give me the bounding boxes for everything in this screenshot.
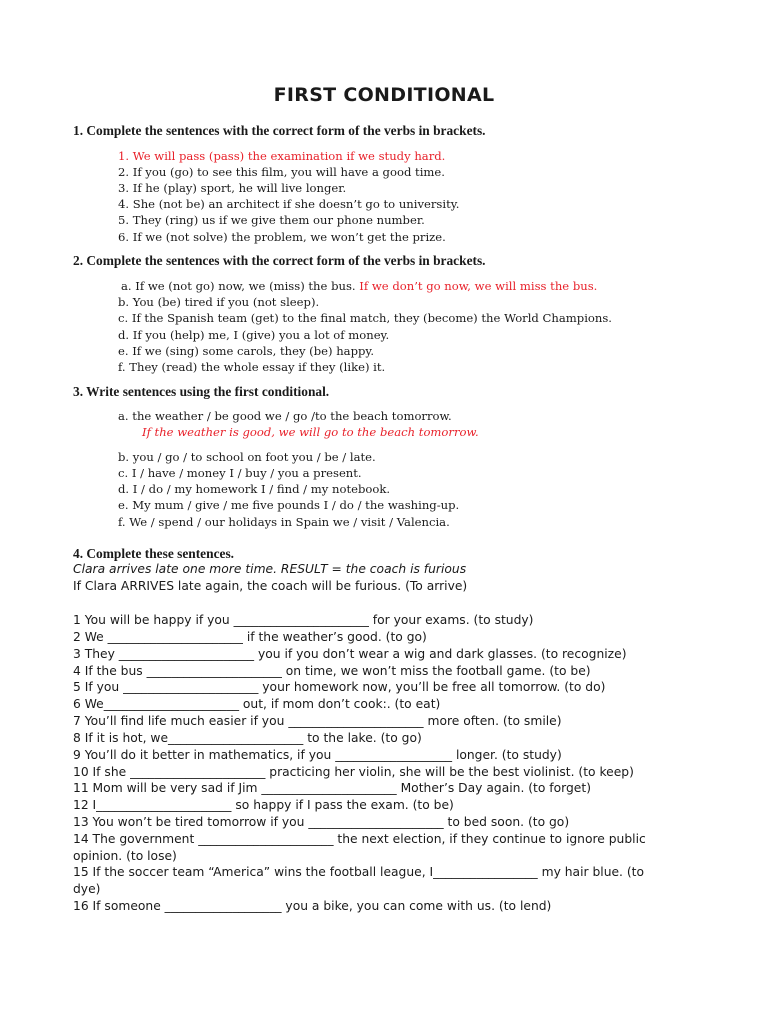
- section-1-item: 5. They (ring) us if we give them our phone number.: [118, 213, 425, 227]
- section-4-item: 5 If you ______________________ your homework now, you’ll be free all tomorrow. (to do): [73, 680, 606, 694]
- section-4-example-situation: Clara arrives late one more time. RESULT = the coach is furious: [73, 562, 467, 576]
- section-3-example-answer: If the weather is good, we will go to the beach tomorrow.: [142, 425, 479, 439]
- section-4-item: 15 If the soccer team “America” wins the football league, I_________________ my hair blue. (to: [73, 865, 645, 879]
- section-4-item: 4 If the bus ______________________ on time, we won’t miss the football game. (to be): [73, 664, 591, 678]
- section-3-item: f. We / spend / our holidays in Spain we / visit / Valencia.: [118, 515, 450, 529]
- section-1-example: 1. We will pass (pass) the examination if we study hard.: [118, 149, 446, 163]
- section-4-item: 3 They ______________________ you if you don’t wear a wig and dark glasses. (to recognize): [73, 647, 627, 661]
- section-4-item: 8 If it is hot, we______________________ to the lake. (to go): [73, 731, 422, 745]
- section-3-example-prompt: a. the weather / be good we / go /to the beach tomorrow.: [118, 409, 452, 423]
- section-4-item: 7 You’ll find life much easier if you ______________________ more often. (to smile): [73, 714, 562, 728]
- section-4-item: 10 If she ______________________ practicing her violin, she will be the best violinist. (to keep): [73, 765, 634, 779]
- section-4-item-continued: opinion. (to lose): [73, 849, 177, 863]
- section-1-item: 3. If he (play) sport, he will live longer.: [118, 181, 347, 195]
- page-title: FIRST CONDITIONAL: [273, 84, 495, 106]
- section-1-item: 2. If you (go) to see this film, you will have a good time.: [118, 165, 445, 179]
- section-3-item: c. I / have / money I / buy / you a present.: [118, 466, 362, 480]
- section-4-example-answer: If Clara ARRIVES late again, the coach will be furious. (To arrive): [73, 579, 468, 593]
- section-4-item: 13 You won’t be tired tomorrow if you ______________________ to bed soon. (to go): [73, 815, 570, 829]
- section-4-item: 9 You’ll do it better in mathematics, if you ___________________ longer. (to study): [73, 748, 562, 762]
- section-4-item: 2 We ______________________ if the weather’s good. (to go): [73, 630, 427, 644]
- section-1-heading: 1. Complete the sentences with the correct form of the verbs in brackets.: [73, 123, 486, 138]
- section-3-item: d. I / do / my homework I / find / my notebook.: [118, 482, 391, 496]
- section-4-item-continued: dye): [73, 882, 101, 896]
- section-2-item: c. If the Spanish team (get) to the final match, they (become) the World Champions.: [118, 311, 612, 325]
- section-2-example-prompt: a. If we (not go) now, we (miss) the bus.: [121, 279, 356, 293]
- section-4-item: 6 We______________________ out, if mom don’t cook:. (to eat): [73, 697, 441, 711]
- section-2-item: e. If we (sing) some carols, they (be) happy.: [118, 344, 375, 358]
- section-4-item: 16 If someone ___________________ you a bike, you can come with us. (to lend): [73, 899, 552, 913]
- section-4-item: 14 The government ______________________ the next election, if they continue to ignore public: [73, 832, 646, 846]
- section-2-item: d. If you (help) me, I (give) you a lot of money.: [118, 328, 390, 342]
- section-2-example: [121, 278, 597, 294]
- section-4-item: 1 You will be happy if you ______________________ for your exams. (to study): [73, 613, 534, 627]
- section-2-heading: 2. Complete the sentences with the correct form of the verbs in brackets.: [73, 253, 486, 268]
- section-3-item: e. My mum / give / me five pounds I / do / the washing-up.: [118, 498, 460, 512]
- section-4-heading: 4. Complete these sentences.: [73, 546, 235, 561]
- section-3-heading: 3. Write sentences using the first conditional.: [73, 384, 330, 399]
- section-1-item: 6. If we (not solve) the problem, we won’t get the prize.: [118, 230, 446, 244]
- section-4-item: 12 I______________________ so happy if I pass the exam. (to be): [73, 798, 454, 812]
- section-2-example-answer: If we don’t go now, we will miss the bus.: [359, 279, 598, 293]
- section-2-item: b. You (be) tired if you (not sleep).: [118, 295, 320, 309]
- section-3-item: b. you / go / to school on foot you / be / late.: [118, 450, 376, 464]
- section-1-item: 4. She (not be) an architect if she doesn’t go to university.: [118, 197, 460, 211]
- section-2-item: f. They (read) the whole essay if they (like) it.: [118, 360, 386, 374]
- section-4-item: 11 Mom will be very sad if Jim ______________________ Mother’s Day again. (to forget): [73, 781, 591, 795]
